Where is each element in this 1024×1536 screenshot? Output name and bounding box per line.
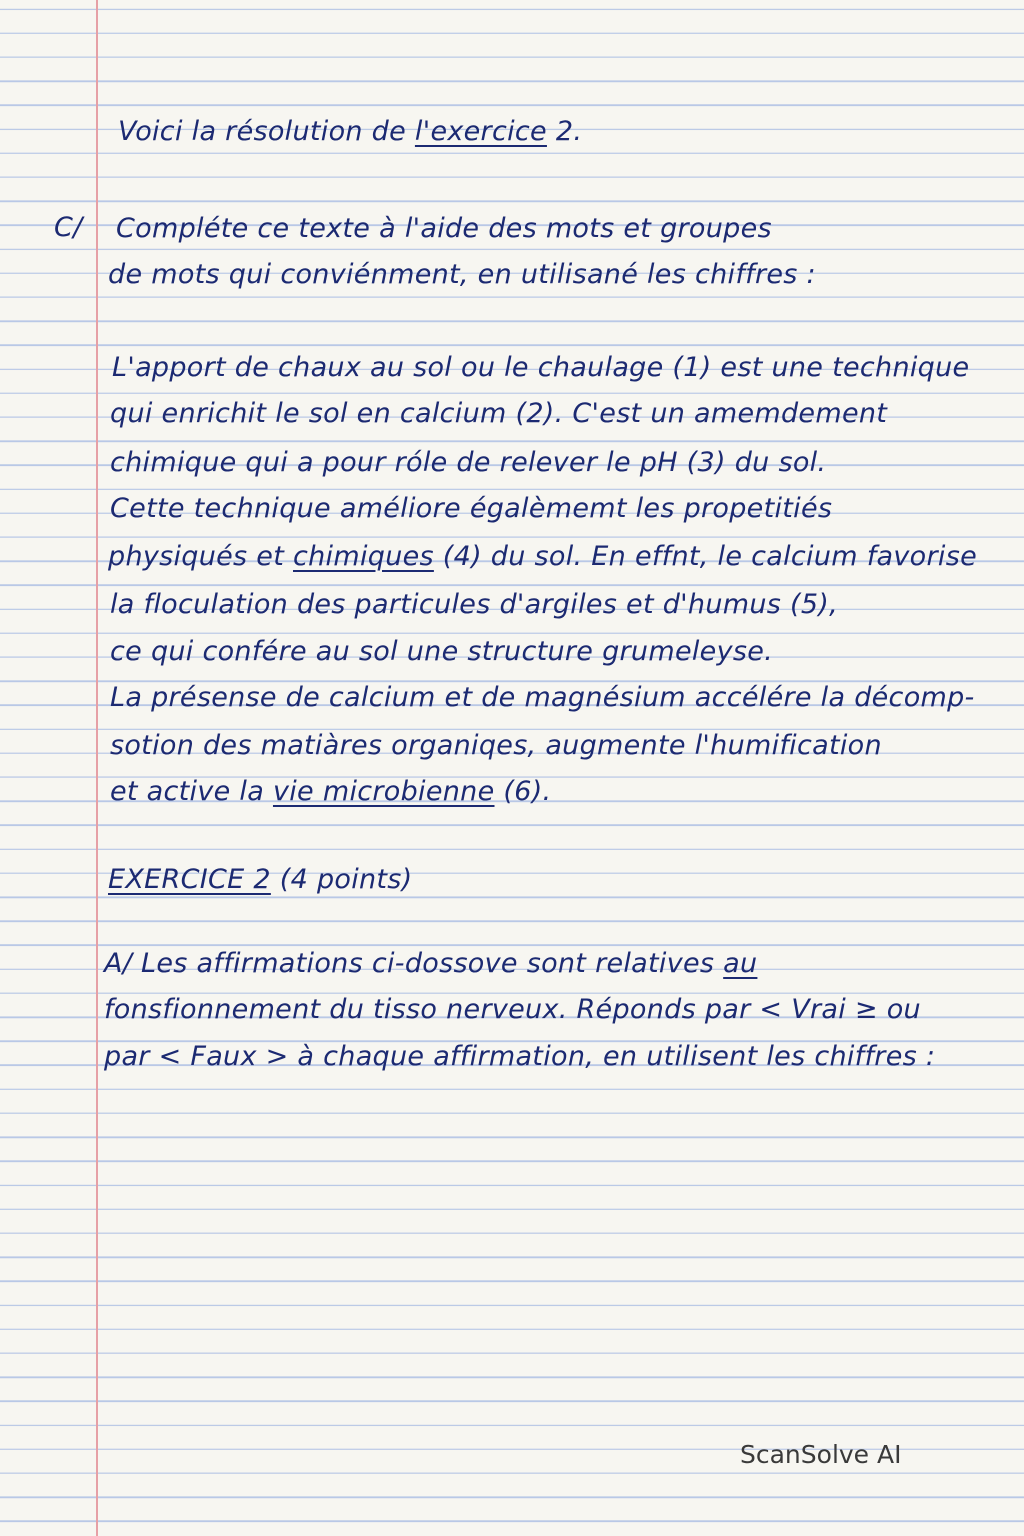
- section-a-line-2: fonsfionnement du tisso nerveux. Réponds par < Vrai ≥ ou: [104, 994, 921, 1025]
- scansolve-watermark: ScanSolve AI: [740, 1440, 902, 1469]
- section-a-line-3: par < Faux > à chaque affirmation, en utilisent les chiffres :: [104, 1041, 936, 1072]
- answer-line-4: Cette technique améliore égalèmemt les propetitiés: [110, 493, 833, 524]
- intro-underlined: l'exercice: [414, 116, 547, 147]
- answer-line-10: et active la vie microbienne (6).: [110, 776, 552, 807]
- section-a-underlined: au: [723, 948, 758, 979]
- section-c-label: C/: [54, 212, 83, 243]
- answer-line-2: qui enrichit le sol en calcium (2). C'est un amemdement: [110, 398, 888, 429]
- answer-line-7: ce qui confére au sol une structure grumeleyse.: [110, 636, 774, 667]
- answer-line-5: physiqués et chimiques (4) du sol. En effnt, le calcium favorise: [108, 541, 977, 572]
- intro-line: Voici la résolution de l'exercice 2.: [118, 116, 583, 147]
- answer-line-6: la floculation des particules d'argiles et d'humus (5),: [110, 589, 839, 620]
- answer-line-8: La présense de calcium et de magnésium accélére la décomp-: [110, 682, 975, 713]
- margin-line: [96, 0, 98, 1536]
- exercise-2-heading: EXERCICE 2 (4 points): [108, 864, 413, 895]
- answer-line-1: L'apport de chaux au sol ou le chaulage (1) est une technique: [112, 352, 970, 383]
- answer-underlined-vie-microbienne: vie microbienne: [272, 776, 495, 807]
- answer-underlined-chimiques: chimiques: [293, 541, 434, 572]
- section-c-instruction-2: de mots qui conviénment, en utilisané les chiffres :: [108, 259, 816, 290]
- section-c-instruction-1: Compléte ce texte à l'aide des mots et groupes: [116, 213, 772, 244]
- section-a-line-1: A/ Les affirmations ci-dossove sont relatives au: [104, 948, 758, 979]
- answer-line-9: sotion des matiàres organiqes, augmente l'humification: [110, 730, 882, 761]
- answer-line-3: chimique qui a pour róle de relever le pH (3) du sol.: [110, 447, 827, 478]
- exercise-2-title: EXERCICE 2: [108, 864, 271, 895]
